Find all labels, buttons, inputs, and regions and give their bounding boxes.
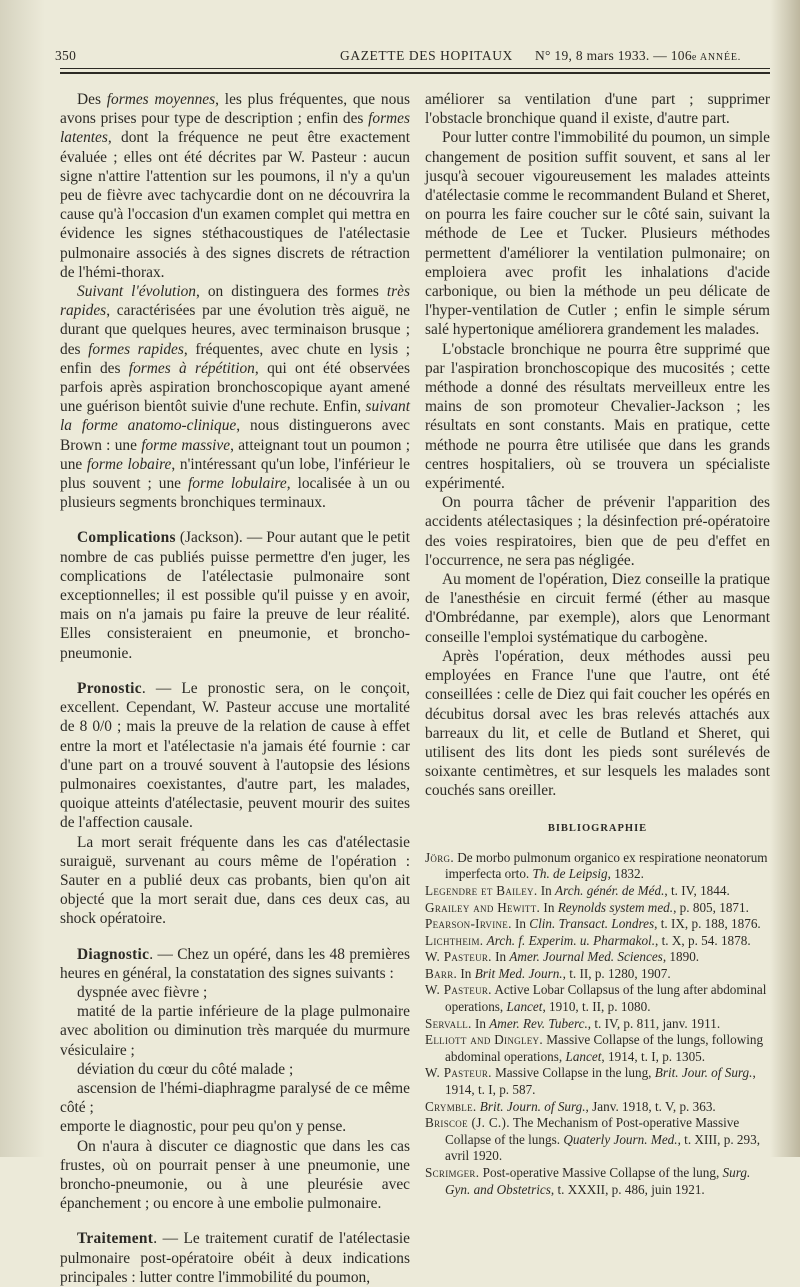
bib-entry: W. Pasteur. In Amer. Journal Med. Sciences, 1890.: [425, 949, 700, 965]
paragraph: L'obstacle bronchique ne pourra être supprimé que par l'aspiration bronchoscopique des mucosités ; cette méthode a donné des résultats merveilleux entre les mains de son promoteur Chevalier-Jackson ; les résultats en sont constants. Mais en pratique, cette méthode ne pourra être utilisée que dans les grands centres hospitaliers, où se trouvera un spécialiste expérimenté.: [425, 340, 770, 493]
bib-entry: Servall. In Amer. Rev. Tuberc., t. IV, p. 811, janv. 1911.: [425, 1015, 721, 1031]
issue-line: N° 19, 8 mars 1933. — 106e ANNÉE.: [535, 48, 742, 63]
bib-entry: Barr. In Brit Med. Journ., t. II, p. 1280, 1907.: [425, 965, 671, 981]
list-item: matité de la partie inférieure de la plage pulmonaire avec abolition ou diminution très marquée du murmure vésiculaire ;: [60, 1003, 410, 1059]
paragraph: Suivant l'évolution, on distinguera des formes très rapides, caractérisées par une évolution très aiguë, ne durant que quelques heures, avec terminaison brusque ; des formes rapides, fréquentes, avec chute en lysis ; enfin des formes à répétition, qui ont été observées parfois après aspiration bronchoscopique ayant amené une guérison bientôt suivie d'une rechute. Enfin, suivant la forme anatomo-clinique, nous distinguerons avec Brown : une forme massive, atteignant tout un poumon ; une forme lobaire, n'intéressant qu'un lobe, l'inférieur le plus souvent ; une forme lobulaire, localisée à un ou plusieurs segments bronchiques terminaux.: [60, 283, 411, 512]
header-rule-thick: [60, 72, 770, 74]
section-heading: Diagnostic: [77, 945, 150, 963]
bib-entry: Lichtheim. Arch. f. Experim. u. Pharmakol., t. X, p. 54. 1878.: [425, 932, 751, 948]
bib-entry: Pearson-Irvine. In Clin. Transact. Londres, t. IX, p. 188, 1876.: [425, 916, 761, 932]
paragraph: Pour lutter contre l'immobilité du poumon, un simple changement de position suffit souvent, et sans al ler jusqu'à secouer vigoureusement les malades atteints d'atélectasie comme le recommandent Buland et Sheret, on pourra les faire coucher sur le côté sain, suivant la méthode de Lee et Tucker. Plusieurs méthodes permettent d'améliorer la ventilation pulmonaire; on emploiera avec profit les inhalations d'acide carbonique, ou bien la méthode un peu délicate de l'hyper-ventilation de Cutler ; enfin le simple sérum salé hypertonique améliorera grandement les malades.: [425, 129, 770, 339]
section-heading: Complications: [77, 529, 176, 547]
bib-entry: W. Pasteur. Massive Collapse in the lung, Brit. Jour. of Surg., 1914, t. I, p. 587.: [425, 1065, 756, 1098]
section-pronostic: Pronostic. — Le pronostic sera, on le conçoit, excellent. Cependant, W. Pasteur accuse une mortalité de 8 0/0 ; mais la preuve de la relation de cause à effet entre la mort et l'atélectasie n'a jamais été fournie : car d'une part on a trouvé souvent à l'autopsie des lésions pulmonaires coexistantes, d'autre part, les malades, quoique atteints d'atélectasie, peuvent mourir des suites de l'affection causale.: [60, 679, 410, 832]
paragraph: Des formes moyennes, les plus fréquentes, que nous avons prises pour type de description ; enfin des formes latentes, dont la fréquence ne peut être exactement évaluée ; elles ont été décrites par W. Pasteur : aucun signe n'attire l'attention sur les poumons, il n'y a qu'un peu de fièvre avec tachycardie dont on ne découvrira la cause qu'à l'occasion d'un examen complet qui mettra en évidence les signes stéthacoustiques de l'atélectasie pulmonaire associés à des signes discrets de rétraction de l'hémi-thorax.: [60, 91, 410, 281]
bib-entry: Jörg. De morbo pulmonum organico ex respiratione neonatorum imperfecta orto. Th. de Leipsig, 1832.: [425, 849, 768, 882]
bib-entry: Elliott and Dingley. Massive Collapse of the lungs, following abdominal operations, Lancet, 1914, t. I, p. 1305.: [425, 1032, 764, 1064]
bib-entry: Grailey and Hewitt. In Reynolds system med., p. 805, 1871.: [425, 899, 749, 915]
left-column: [60, 90, 410, 1287]
section-complications: Complications (Jackson). — Pour autant que le petit nombre de cas publiés puisse permettre d'en juger, les complications de l'atélectasie pulmonaire sont exceptionnelles; il est possible qu'il puisse y en avoir, mais on n'a jamais pu faire la preuve de leur réalité. Elles consisteraient en pneumonie, et broncho-pneumonie.: [60, 529, 410, 662]
page-number: 350: [55, 48, 77, 63]
header-rule: [60, 68, 770, 69]
section-heading: Pronostic: [77, 679, 142, 697]
bib-entry: Briscoe (J. C.). The Mechanism of Post-operative Massive Collapse of the lungs. Quaterly Journ. Med., t. XIII, p. 293, avril 1920.: [425, 1115, 760, 1164]
paragraph: Au moment de l'opération, Diez conseille la pratique de l'anesthésie en circuit fermé (éther au masque d'Ombrédanne, par exemple), alors que Lenormant conseille l'emploi systématique du carbogène.: [425, 571, 770, 646]
bibliography-heading: BIBLIOGRAPHIE: [547, 822, 648, 834]
paragraph: On n'aura à discuter ce diagnostic que dans les cas frustes, où on pourrait penser à une pneumonie, une broncho-pneumonie, ou à une pleurésie avec épanchement ; ou encore à une embolie pulmonaire.: [60, 1137, 410, 1213]
bibliography-list: [425, 850, 770, 1198]
section-heading: Traitement: [77, 1230, 154, 1248]
bib-entry: Crymble. Brit. Journ. of Surg., Janv. 1918, t. V, p. 363.: [425, 1098, 716, 1114]
paragraph: On pourra tâcher de prévenir l'apparition des accidents atélectasiques ; la désinfection pré-opératoire des voies respiratoires, bien que de peu d'effet en l'occurrence, ne sera pas négligée.: [425, 494, 770, 569]
bib-entry: W. Pasteur. Active Lobar Collapsus of the lung after abdominal operations, Lancet, 1910, t. II, p. 1080.: [425, 982, 767, 1015]
section-diagnostic: Diagnostic. — Chez un opéré, dans les 48 premières heures en général, la constatation des signes suivants :: [60, 945, 410, 982]
paragraph: La mort serait fréquente dans les cas d'atélectasie suraiguë, survenant au cours même de l'opération : Sauter en a publié deux cas probants, bien qu'on ait objecté que la mort serait due, dans ces deux cas, au shock opératoire.: [60, 833, 410, 928]
journal-title: GAZETTE DES HOPITAUX: [340, 48, 513, 63]
list-item: dyspnée avec fièvre ;: [77, 983, 208, 1001]
section-traitement: Traitement. — Le traitement curatif de l'atélectasie pulmonaire post-opératoire obéit à deux indications principales : lutter contre l'immobilité du poumon,: [60, 1230, 410, 1286]
bib-entry: Legendre et Bailey. In Arch. génér. de Méd., t. IV, 1844.: [425, 882, 730, 898]
paragraph: emporte le diagnostic, pour peu qu'on y pense.: [60, 1118, 347, 1136]
list-item: ascension de l'hémi-diaphragme paralysé de ce même côté ;: [60, 1079, 410, 1117]
right-column: [425, 90, 770, 1198]
running-header: [55, 48, 772, 68]
paragraph: Après l'opération, deux méthodes aussi peu employées en France l'une que l'autre, ont été conseillées : celle de Diez qui fait coucher les opérés en décubitus dorsal avec les bras relevés attachés aux barreaux du lit, et celle de Butland et Sheret, qui utilisent des lits dont les pieds sont surélevés de soixante centimètres, et sur lesquels les malades sont couchés sans oreiller.: [425, 647, 770, 800]
paragraph: améliorer sa ventilation d'une part ; supprimer l'obstacle bronchique quand il existe, d'autre part.: [425, 91, 770, 128]
bib-entry: Scrimger. Post-operative Massive Collapse of the lung, Surg. Gyn. and Obstetrics, t. XXXII, p. 486, juin 1921.: [425, 1165, 751, 1197]
list-item: déviation du cœur du côté malade ;: [77, 1060, 294, 1078]
